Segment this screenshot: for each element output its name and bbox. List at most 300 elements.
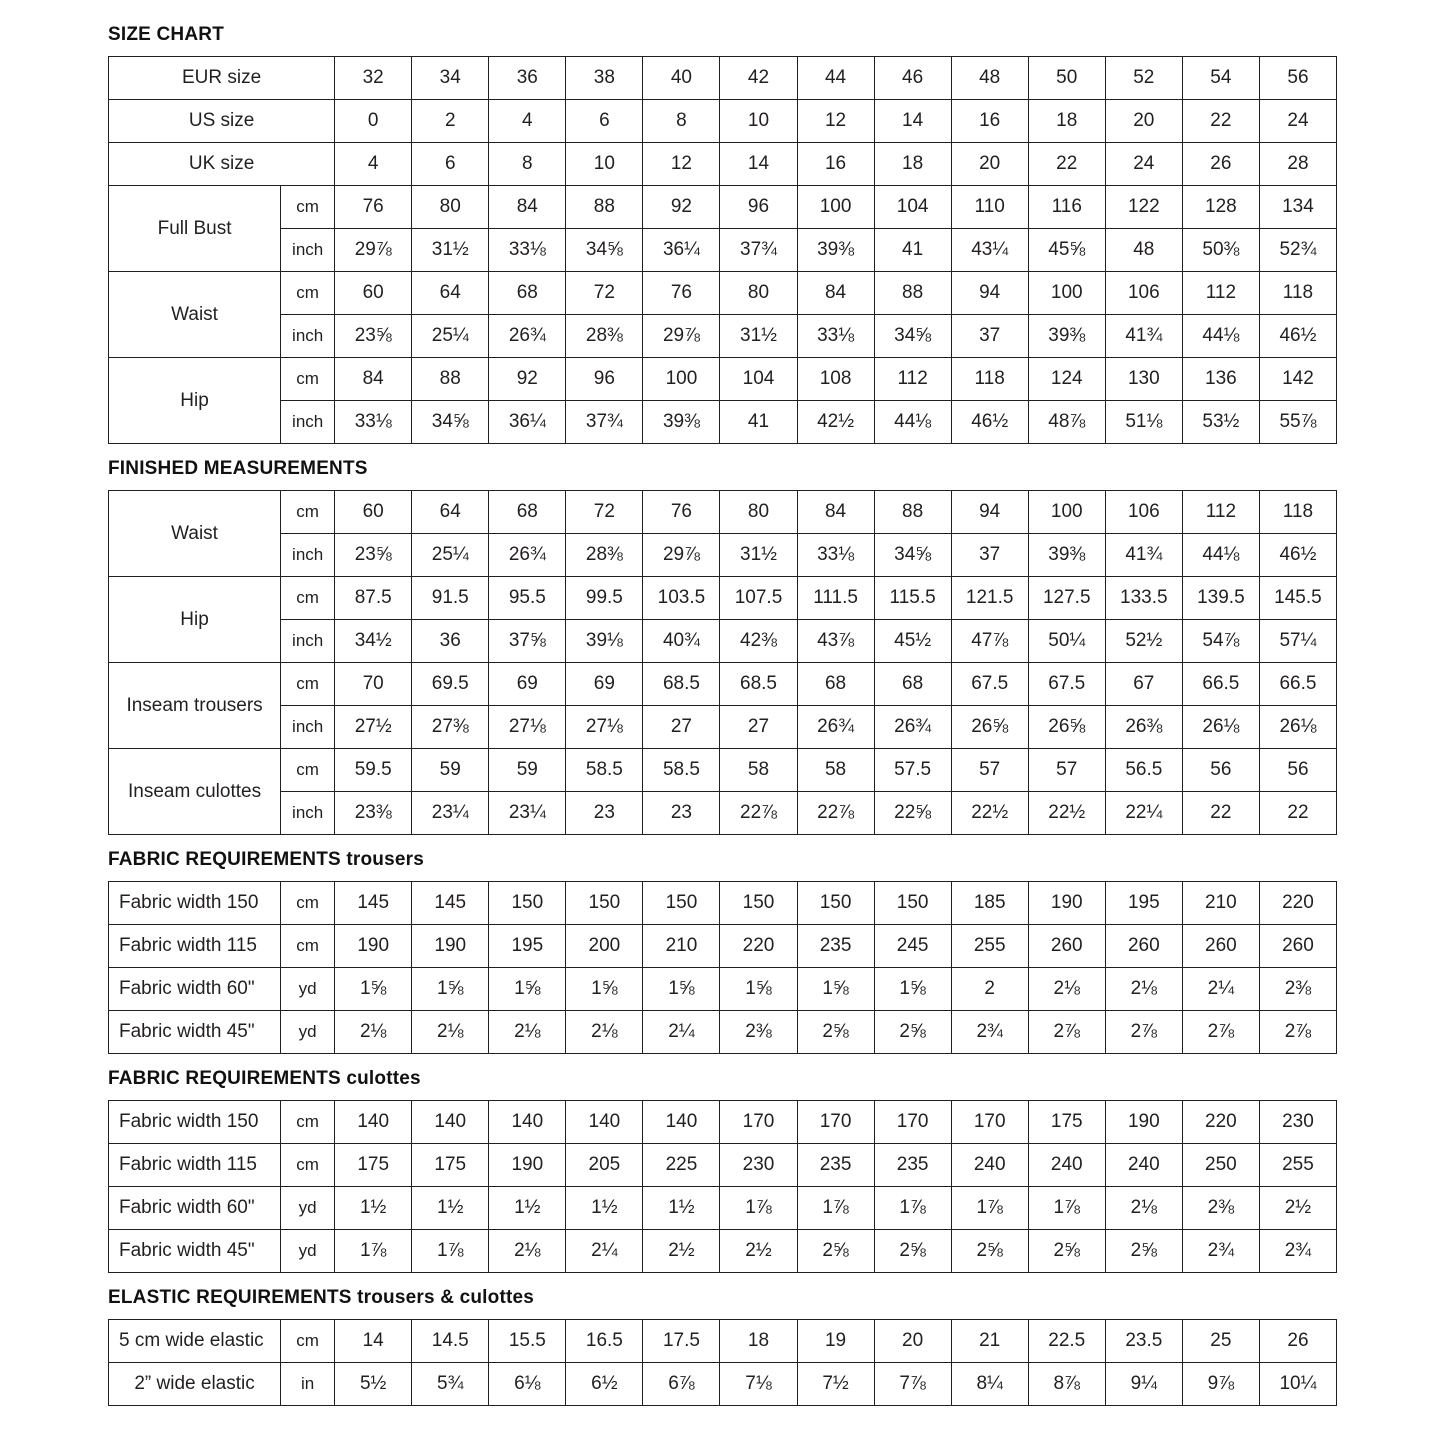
- cell: 145.5: [1259, 577, 1336, 620]
- cell: 255: [951, 925, 1028, 968]
- cell: 31½: [720, 534, 797, 577]
- table-row: [109, 1363, 1337, 1406]
- cell: 84: [797, 272, 874, 315]
- cell: 22: [1028, 143, 1105, 186]
- table-size-chart: [108, 56, 1337, 444]
- cell: 31½: [412, 229, 489, 272]
- cell: 59: [412, 749, 489, 792]
- cell: 64: [412, 491, 489, 534]
- cell: 48⅞: [1028, 401, 1105, 444]
- cell: 118: [951, 358, 1028, 401]
- cell: 23.5: [1105, 1320, 1182, 1363]
- cell: 2⅞: [1182, 1011, 1259, 1054]
- table-row: [109, 1230, 1337, 1273]
- unit-cell: cm: [281, 577, 335, 620]
- cell: 8: [643, 100, 720, 143]
- cell: 210: [1182, 882, 1259, 925]
- cell: 41: [720, 401, 797, 444]
- section-fabric-culottes: [108, 1068, 1337, 1273]
- unit-cell: cm: [281, 882, 335, 925]
- cell: 1⅞: [412, 1230, 489, 1273]
- cell: 27½: [335, 706, 412, 749]
- cell: 6½: [566, 1363, 643, 1406]
- cell: 27: [720, 706, 797, 749]
- cell: 88: [874, 491, 951, 534]
- cell: 1⅞: [720, 1187, 797, 1230]
- cell: 106: [1105, 491, 1182, 534]
- cell: 2⅝: [1028, 1230, 1105, 1273]
- cell: 22.5: [1028, 1320, 1105, 1363]
- cell: 230: [720, 1144, 797, 1187]
- cell: 150: [489, 882, 566, 925]
- cell: 6⅞: [643, 1363, 720, 1406]
- unit-cell: yd: [281, 1187, 335, 1230]
- cell: 57: [951, 749, 1028, 792]
- cell: 2⅜: [1259, 968, 1336, 1011]
- cell: 145: [412, 882, 489, 925]
- cell: 170: [797, 1101, 874, 1144]
- table-row: [109, 272, 1337, 315]
- cell: 28⅜: [566, 534, 643, 577]
- cell: 134: [1259, 186, 1336, 229]
- cell: 170: [720, 1101, 797, 1144]
- cell: 17.5: [643, 1320, 720, 1363]
- cell: 57¼: [1259, 620, 1336, 663]
- section-fabric-trousers: [108, 849, 1337, 1054]
- cell: 23⅝: [335, 315, 412, 358]
- cell: 88: [874, 272, 951, 315]
- table-row: [109, 1011, 1337, 1054]
- cell: 175: [1028, 1101, 1105, 1144]
- cell: 37¾: [566, 401, 643, 444]
- cell: 7½: [797, 1363, 874, 1406]
- table-row: [109, 882, 1337, 925]
- row-label: Fabric width 60": [109, 968, 281, 1011]
- cell: 2⅝: [797, 1011, 874, 1054]
- cell: 200: [566, 925, 643, 968]
- section-title-elastic: ELASTIC REQUIREMENTS trousers & culottes: [108, 1287, 535, 1308]
- row-label-waist: Waist: [109, 272, 281, 358]
- cell: 2⅝: [797, 1230, 874, 1273]
- cell: 190: [1105, 1101, 1182, 1144]
- cell: 5¾: [412, 1363, 489, 1406]
- row-label-waist: Waist: [109, 491, 281, 577]
- cell: 140: [412, 1101, 489, 1144]
- cell: 92: [489, 358, 566, 401]
- cell: 25: [1182, 1320, 1259, 1363]
- cell: 15.5: [489, 1320, 566, 1363]
- cell: 58: [720, 749, 797, 792]
- cell: 64: [412, 272, 489, 315]
- cell: 60: [335, 272, 412, 315]
- table-row: [109, 925, 1337, 968]
- cell: 195: [489, 925, 566, 968]
- cell: 112: [1182, 491, 1259, 534]
- cell: 37: [951, 534, 1028, 577]
- cell: 26: [1259, 1320, 1336, 1363]
- cell: 1⅝: [874, 968, 951, 1011]
- table-elastic: [108, 1319, 1337, 1406]
- cell: 4: [335, 143, 412, 186]
- cell: 2⅛: [489, 1230, 566, 1273]
- cell: 80: [720, 491, 797, 534]
- cell: 128: [1182, 186, 1259, 229]
- cell: 28: [1259, 143, 1336, 186]
- cell: 34: [412, 57, 489, 100]
- cell: 10: [566, 143, 643, 186]
- cell: 1⅞: [335, 1230, 412, 1273]
- cell: 5½: [335, 1363, 412, 1406]
- cell: 80: [412, 186, 489, 229]
- cell: 34½: [335, 620, 412, 663]
- cell: 16: [951, 100, 1028, 143]
- cell: 50¼: [1028, 620, 1105, 663]
- cell: 106: [1105, 272, 1182, 315]
- row-label-hip: Hip: [109, 577, 281, 663]
- table-row: [109, 534, 1337, 577]
- unit-cell: cm: [281, 925, 335, 968]
- cell: 205: [566, 1144, 643, 1187]
- cell: 255: [1259, 1144, 1336, 1187]
- cell: 39⅜: [1028, 315, 1105, 358]
- cell: 69: [566, 663, 643, 706]
- cell: 26⅛: [1259, 706, 1336, 749]
- row-label: EUR size: [109, 57, 335, 100]
- cell: 20: [874, 1320, 951, 1363]
- cell: 80: [720, 272, 797, 315]
- cell: 175: [335, 1144, 412, 1187]
- cell: 41: [874, 229, 951, 272]
- cell: 28⅜: [566, 315, 643, 358]
- cell: 88: [566, 186, 643, 229]
- table-row: [109, 1101, 1337, 1144]
- cell: 2⅝: [874, 1011, 951, 1054]
- cell: 8¼: [951, 1363, 1028, 1406]
- cell: 45½: [874, 620, 951, 663]
- cell: 66.5: [1259, 663, 1336, 706]
- cell: 240: [1105, 1144, 1182, 1187]
- section-size-chart: [108, 24, 1337, 444]
- cell: 2⅛: [335, 1011, 412, 1054]
- cell: 9⅞: [1182, 1363, 1259, 1406]
- cell: 41¾: [1105, 534, 1182, 577]
- cell: 47⅞: [951, 620, 1028, 663]
- cell: 44⅛: [874, 401, 951, 444]
- cell: 240: [1028, 1144, 1105, 1187]
- cell: 70: [335, 663, 412, 706]
- cell: 7⅞: [874, 1363, 951, 1406]
- cell: 91.5: [412, 577, 489, 620]
- section-title-fabric-culottes: FABRIC REQUIREMENTS culottes: [108, 1068, 421, 1089]
- row-label: Fabric width 115: [109, 1144, 281, 1187]
- cell: 175: [412, 1144, 489, 1187]
- cell: 60: [335, 491, 412, 534]
- cell: 14.5: [412, 1320, 489, 1363]
- cell: 37¾: [720, 229, 797, 272]
- cell: 42⅜: [720, 620, 797, 663]
- cell: 18: [1028, 100, 1105, 143]
- cell: 84: [797, 491, 874, 534]
- table-row: [109, 620, 1337, 663]
- cell: 2⅛: [566, 1011, 643, 1054]
- cell: 29⅞: [335, 229, 412, 272]
- table-row: [109, 186, 1337, 229]
- row-label-hip: Hip: [109, 358, 281, 444]
- cell: 12: [643, 143, 720, 186]
- cell: 1⅞: [951, 1187, 1028, 1230]
- cell: 59.5: [335, 749, 412, 792]
- cell: 55⅞: [1259, 401, 1336, 444]
- cell: 122: [1105, 186, 1182, 229]
- table-row: [109, 663, 1337, 706]
- cell: 2¼: [566, 1230, 643, 1273]
- cell: 23: [643, 792, 720, 835]
- cell: 51⅛: [1105, 401, 1182, 444]
- cell: 39⅜: [643, 401, 720, 444]
- row-label: 5 cm wide elastic: [109, 1320, 281, 1363]
- cell: 133.5: [1105, 577, 1182, 620]
- cell: 139.5: [1182, 577, 1259, 620]
- cell: 2⅞: [1259, 1011, 1336, 1054]
- cell: 67.5: [1028, 663, 1105, 706]
- cell: 94: [951, 491, 1028, 534]
- cell: 100: [797, 186, 874, 229]
- cell: 22½: [1028, 792, 1105, 835]
- unit-cell: inch: [281, 315, 335, 358]
- cell: 23: [566, 792, 643, 835]
- cell: 2⅞: [1028, 1011, 1105, 1054]
- cell: 42: [720, 57, 797, 100]
- cell: 22⅞: [720, 792, 797, 835]
- cell: 27: [643, 706, 720, 749]
- cell: 2: [412, 100, 489, 143]
- unit-cell: cm: [281, 491, 335, 534]
- section-title-fabric-trousers: FABRIC REQUIREMENTS trousers: [108, 849, 424, 870]
- cell: 130: [1105, 358, 1182, 401]
- cell: 170: [874, 1101, 951, 1144]
- cell: 115.5: [874, 577, 951, 620]
- cell: 34⅝: [566, 229, 643, 272]
- cell: 20: [951, 143, 1028, 186]
- cell: 104: [720, 358, 797, 401]
- table-row: [109, 1187, 1337, 1230]
- cell: 240: [951, 1144, 1028, 1187]
- cell: 225: [643, 1144, 720, 1187]
- unit-cell: cm: [281, 1101, 335, 1144]
- cell: 59: [489, 749, 566, 792]
- unit-cell: cm: [281, 663, 335, 706]
- cell: 53½: [1182, 401, 1259, 444]
- cell: 22: [1259, 792, 1336, 835]
- cell: 76: [335, 186, 412, 229]
- cell: 16.5: [566, 1320, 643, 1363]
- cell: 26⅝: [1028, 706, 1105, 749]
- cell: 67: [1105, 663, 1182, 706]
- cell: 116: [1028, 186, 1105, 229]
- cell: 150: [566, 882, 643, 925]
- cell: 112: [874, 358, 951, 401]
- cell: 57.5: [874, 749, 951, 792]
- cell: 6⅛: [489, 1363, 566, 1406]
- cell: 42½: [797, 401, 874, 444]
- cell: 19: [797, 1320, 874, 1363]
- cell: 68.5: [720, 663, 797, 706]
- cell: 66.5: [1182, 663, 1259, 706]
- cell: 107.5: [720, 577, 797, 620]
- cell: 50: [1028, 57, 1105, 100]
- cell: 190: [335, 925, 412, 968]
- cell: 84: [489, 186, 566, 229]
- section-elastic: [108, 1287, 1337, 1406]
- unit-cell: inch: [281, 620, 335, 663]
- cell: 190: [489, 1144, 566, 1187]
- cell: 46½: [1259, 315, 1336, 358]
- cell: 44⅛: [1182, 534, 1259, 577]
- cell: 2⅛: [1028, 968, 1105, 1011]
- unit-cell: inch: [281, 792, 335, 835]
- cell: 111.5: [797, 577, 874, 620]
- cell: 33⅛: [797, 315, 874, 358]
- table-row: [109, 358, 1337, 401]
- table-row: [109, 577, 1337, 620]
- cell: 32: [335, 57, 412, 100]
- cell: 190: [412, 925, 489, 968]
- cell: 12: [797, 100, 874, 143]
- cell: 2¼: [1182, 968, 1259, 1011]
- cell: 2⅝: [874, 1230, 951, 1273]
- row-label: Fabric width 150: [109, 882, 281, 925]
- cell: 26¾: [797, 706, 874, 749]
- cell: 8: [489, 143, 566, 186]
- cell: 16: [797, 143, 874, 186]
- cell: 104: [874, 186, 951, 229]
- cell: 56: [1259, 749, 1336, 792]
- cell: 99.5: [566, 577, 643, 620]
- cell: 43⅞: [797, 620, 874, 663]
- cell: 1½: [412, 1187, 489, 1230]
- cell: 22: [1182, 792, 1259, 835]
- cell: 14: [720, 143, 797, 186]
- cell: 22¼: [1105, 792, 1182, 835]
- cell: 150: [720, 882, 797, 925]
- cell: 39⅜: [1028, 534, 1105, 577]
- cell: 23⅜: [335, 792, 412, 835]
- row-label-full-bust: Full Bust: [109, 186, 281, 272]
- cell: 36: [489, 57, 566, 100]
- cell: 2½: [1259, 1187, 1336, 1230]
- cell: 72: [566, 272, 643, 315]
- cell: 36: [412, 620, 489, 663]
- cell: 54⅞: [1182, 620, 1259, 663]
- cell: 1⅞: [1028, 1187, 1105, 1230]
- cell: 1⅞: [874, 1187, 951, 1230]
- cell: 76: [643, 272, 720, 315]
- cell: 87.5: [335, 577, 412, 620]
- cell: 220: [1182, 1101, 1259, 1144]
- cell: 260: [1028, 925, 1105, 968]
- cell: 2⅞: [1105, 1011, 1182, 1054]
- cell: 100: [1028, 491, 1105, 534]
- cell: 46½: [951, 401, 1028, 444]
- cell: 88: [412, 358, 489, 401]
- cell: 69: [489, 663, 566, 706]
- unit-cell: cm: [281, 272, 335, 315]
- row-label: UK size: [109, 143, 335, 186]
- cell: 2⅜: [1182, 1187, 1259, 1230]
- table-row: [109, 229, 1337, 272]
- cell: 24: [1105, 143, 1182, 186]
- cell: 39⅜: [797, 229, 874, 272]
- cell: 27⅜: [412, 706, 489, 749]
- cell: 52¾: [1259, 229, 1336, 272]
- cell: 0: [335, 100, 412, 143]
- table-row: [109, 968, 1337, 1011]
- table-row: [109, 749, 1337, 792]
- cell: 124: [1028, 358, 1105, 401]
- cell: 39⅛: [566, 620, 643, 663]
- cell: 33⅛: [335, 401, 412, 444]
- cell: 140: [643, 1101, 720, 1144]
- cell: 2⅛: [1105, 1187, 1182, 1230]
- cell: 43¼: [951, 229, 1028, 272]
- cell: 235: [797, 1144, 874, 1187]
- cell: 26¾: [489, 534, 566, 577]
- cell: 96: [566, 358, 643, 401]
- cell: 10: [720, 100, 797, 143]
- cell: 9¼: [1105, 1363, 1182, 1406]
- cell: 20: [1105, 100, 1182, 143]
- cell: 110: [951, 186, 1028, 229]
- cell: 2⅛: [1105, 968, 1182, 1011]
- cell: 68: [874, 663, 951, 706]
- unit-cell: yd: [281, 1011, 335, 1054]
- cell: 100: [1028, 272, 1105, 315]
- cell: 250: [1182, 1144, 1259, 1187]
- cell: 68: [489, 491, 566, 534]
- cell: 38: [566, 57, 643, 100]
- cell: 25¼: [412, 534, 489, 577]
- cell: 21: [951, 1320, 1028, 1363]
- unit-cell: cm: [281, 1144, 335, 1187]
- cell: 2: [951, 968, 1028, 1011]
- cell: 29⅞: [643, 534, 720, 577]
- cell: 24: [1259, 100, 1336, 143]
- cell: 10¼: [1259, 1363, 1336, 1406]
- table-row: [109, 491, 1337, 534]
- cell: 1⅝: [720, 968, 797, 1011]
- cell: 136: [1182, 358, 1259, 401]
- cell: 46: [874, 57, 951, 100]
- cell: 26⅛: [1182, 706, 1259, 749]
- cell: 45⅝: [1028, 229, 1105, 272]
- cell: 92: [643, 186, 720, 229]
- cell: 94: [951, 272, 1028, 315]
- cell: 2⅛: [489, 1011, 566, 1054]
- cell: 37⅝: [489, 620, 566, 663]
- cell: 72: [566, 491, 643, 534]
- cell: 1⅝: [643, 968, 720, 1011]
- cell: 112: [1182, 272, 1259, 315]
- unit-cell: cm: [281, 358, 335, 401]
- cell: 1½: [566, 1187, 643, 1230]
- unit-cell: inch: [281, 534, 335, 577]
- cell: 40: [643, 57, 720, 100]
- cell: 1⅞: [797, 1187, 874, 1230]
- cell: 29⅞: [643, 315, 720, 358]
- unit-cell: inch: [281, 401, 335, 444]
- cell: 56: [1259, 57, 1336, 100]
- cell: 1⅝: [412, 968, 489, 1011]
